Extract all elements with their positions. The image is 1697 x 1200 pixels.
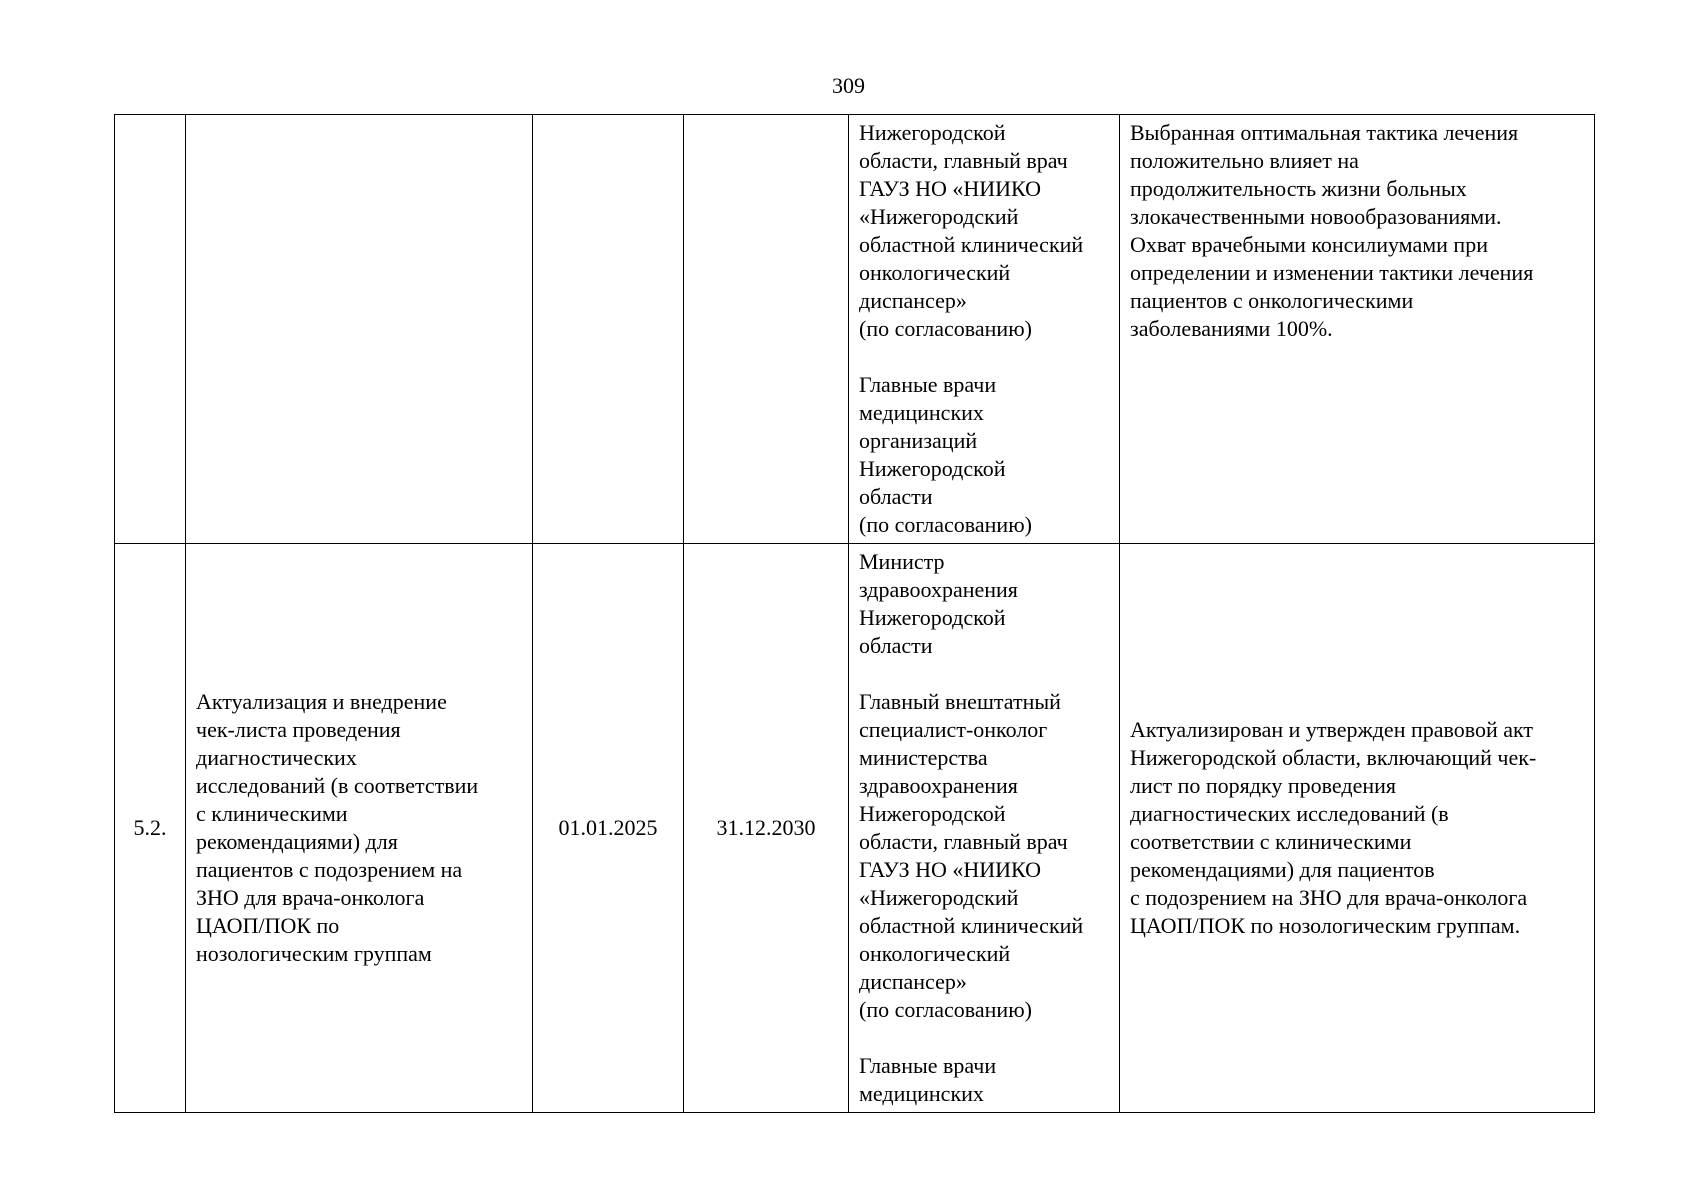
responsible-cell: Министр здравоохранения Нижегородской области Главный внештатный специалист-онколог министерства здравоохранения Нижегородской области, главный врач ГАУЗ НО «НИИКО «Нижегородский областной клинический онкологический диспансер» (по согласованию) Главные врачи медицинских bbox=[849, 544, 1120, 1113]
end-date-cell: 31.12.2030 bbox=[684, 544, 849, 1113]
page-number: 309 bbox=[832, 73, 865, 98]
activity-cell bbox=[186, 115, 533, 544]
activity-plan-table bbox=[114, 114, 1595, 1113]
row-number-cell bbox=[115, 115, 186, 544]
start-date-cell: 01.01.2025 bbox=[533, 544, 684, 1113]
end-date-cell bbox=[684, 115, 849, 544]
table-row bbox=[115, 544, 1595, 1113]
start-date-cell bbox=[533, 115, 684, 544]
responsible-cell: Нижегородской области, главный врач ГАУЗ НО «НИИКО «Нижегородский областной клинический онкологический диспансер» (по согласованию) Главные врачи медицинских организаций Нижегородской области (по согласованию) bbox=[849, 115, 1120, 544]
result-cell: Выбранная оптимальная тактика лечения положительно влияет на продолжительность жизни больных злокачественными новообразованиями. Охват врачебными консилиумами при определении и изменении тактики лечения пациентов с онкологическими заболеваниями 100%. bbox=[1120, 115, 1595, 544]
table-row bbox=[115, 115, 1595, 544]
row-number-cell: 5.2. bbox=[115, 544, 186, 1113]
activity-cell: Актуализация и внедрение чек-листа проведения диагностических исследований (в соответствии с клиническими рекомендациями) для пациентов с подозрением на ЗНО для врача-онколога ЦАОП/ПОК по нозологическим группам bbox=[186, 544, 533, 1113]
result-cell: Актуализирован и утвержден правовой акт Нижегородской области, включающий чек- лист по порядку проведения диагностических исследований (в соответствии с клиническими рекомендациями) для пациентов с подозрением на ЗНО для врача-онколога ЦАОП/ПОК по нозологическим группам. bbox=[1120, 544, 1595, 1113]
